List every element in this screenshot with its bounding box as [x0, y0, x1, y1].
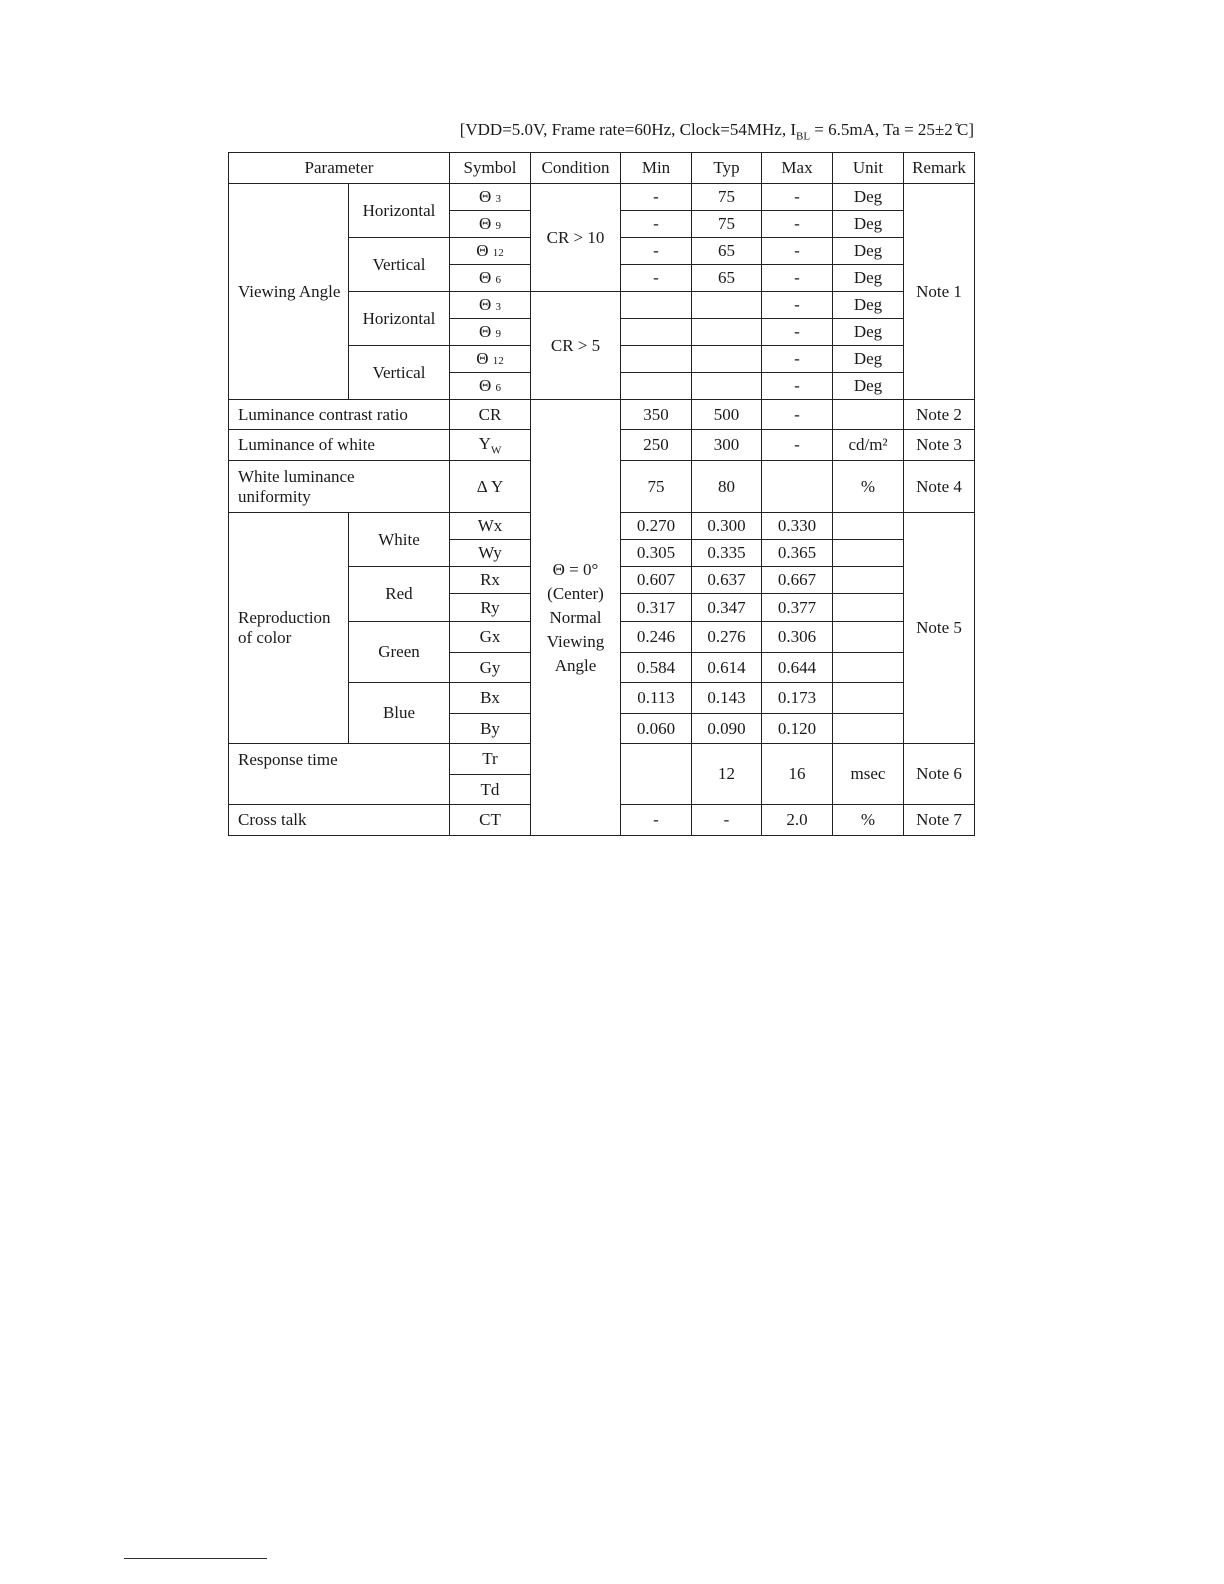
min-cell: 75 [621, 461, 692, 513]
conditions-suffix: = 6.5mA, Ta = 25±2 ̊C] [810, 120, 974, 139]
max-cell: 16 [762, 744, 833, 805]
max-cell: 0.173 [762, 683, 833, 714]
viewing-remark: Note 1 [904, 184, 975, 400]
symbol-cell: Θ 6 [450, 373, 531, 400]
unit-cell [833, 513, 904, 540]
header-typ: Typ [692, 153, 762, 184]
min-cell: 0.584 [621, 653, 692, 683]
typ-cell: 65 [692, 238, 762, 265]
min-cell [621, 744, 692, 805]
typ-cell: 300 [692, 430, 762, 461]
typ-cell: 0.335 [692, 540, 762, 567]
min-cell: - [621, 238, 692, 265]
remark-cell: Note 4 [904, 461, 975, 513]
symbol-cell: Θ 9 [450, 211, 531, 238]
table-row [229, 184, 975, 211]
min-cell: - [621, 805, 692, 836]
unit-cell [833, 622, 904, 653]
shared-condition: Θ = 0° (Center) Normal Viewing Angle [531, 400, 621, 836]
min-cell [621, 373, 692, 400]
max-cell: - [762, 346, 833, 373]
header-min: Min [621, 153, 692, 184]
symbol-cell: Θ 12 [450, 238, 531, 265]
min-cell: 0.305 [621, 540, 692, 567]
typ-cell [692, 319, 762, 346]
unit-cell [833, 653, 904, 683]
min-cell: 350 [621, 400, 692, 430]
table-row [229, 400, 975, 430]
min-cell [621, 292, 692, 319]
unit-cell: Deg [833, 346, 904, 373]
symbol-cell: Tr [450, 744, 531, 775]
symbol-cell: Θ 9 [450, 319, 531, 346]
max-cell: 0.365 [762, 540, 833, 567]
unit-cell [833, 400, 904, 430]
color-group-label: Blue [349, 683, 450, 744]
unit-cell [833, 714, 904, 744]
symbol-cell: CR [450, 400, 531, 430]
typ-cell: - [692, 805, 762, 836]
color-label: Reproduction of color [229, 513, 349, 744]
unit-cell [833, 683, 904, 714]
viewing-subgroup-label: Vertical [349, 346, 450, 400]
unit-cell: Deg [833, 184, 904, 211]
header-remark: Remark [904, 153, 975, 184]
symbol-cell: $Y_W$ [450, 430, 531, 461]
viewing-subgroup-label: Horizontal [349, 292, 450, 346]
unit-cell: Deg [833, 292, 904, 319]
symbol-cell: Td [450, 775, 531, 805]
unit-cell: Deg [833, 238, 904, 265]
typ-cell: 0.090 [692, 714, 762, 744]
viewing-condition: CR > 10 [531, 184, 621, 292]
min-cell: - [621, 184, 692, 211]
symbol-cell: Wx [450, 513, 531, 540]
uniformity-label: White luminance uniformity [229, 461, 450, 513]
header-max: Max [762, 153, 833, 184]
unit-cell: Deg [833, 373, 904, 400]
remark-cell: Note 2 [904, 400, 975, 430]
header-condition: Condition [531, 153, 621, 184]
max-cell: - [762, 238, 833, 265]
header-symbol: Symbol [450, 153, 531, 184]
max-cell: - [762, 373, 833, 400]
contrast-label: Luminance contrast ratio [229, 400, 450, 430]
min-cell: - [621, 211, 692, 238]
max-cell: 0.377 [762, 594, 833, 622]
max-cell: 2.0 [762, 805, 833, 836]
max-cell: - [762, 400, 833, 430]
min-cell: 0.246 [621, 622, 692, 653]
min-cell: 0.270 [621, 513, 692, 540]
typ-cell: 12 [692, 744, 762, 805]
typ-cell: 0.637 [692, 567, 762, 594]
symbol-cell: Gy [450, 653, 531, 683]
symbol-cell: Gx [450, 622, 531, 653]
min-cell: 0.317 [621, 594, 692, 622]
symbol-cell: Θ 12 [450, 346, 531, 373]
viewing-angle-label: Viewing Angle [229, 184, 349, 400]
unit-cell: Deg [833, 265, 904, 292]
symbol-cell: By [450, 714, 531, 744]
max-cell: - [762, 184, 833, 211]
unit-cell: cd/m² [833, 430, 904, 461]
remark-cell: Note 6 [904, 744, 975, 805]
unit-cell: % [833, 461, 904, 513]
unit-cell: msec [833, 744, 904, 805]
typ-cell: 0.614 [692, 653, 762, 683]
color-group-label: Red [349, 567, 450, 622]
symbol-cell: Bx [450, 683, 531, 714]
symbol-cell: Θ 3 [450, 292, 531, 319]
remark-cell: Note 3 [904, 430, 975, 461]
typ-cell: 75 [692, 184, 762, 211]
max-cell: 0.120 [762, 714, 833, 744]
typ-cell: 500 [692, 400, 762, 430]
unit-cell [833, 567, 904, 594]
max-cell: 0.306 [762, 622, 833, 653]
header-row [229, 153, 975, 184]
white-luminance-label: Luminance of white [229, 430, 450, 461]
max-cell [762, 461, 833, 513]
min-cell [621, 319, 692, 346]
min-cell: 0.060 [621, 714, 692, 744]
remark-cell: Note 7 [904, 805, 975, 836]
typ-cell: 80 [692, 461, 762, 513]
conditions-prefix: [VDD=5.0V, Frame rate=60Hz, Clock=54MHz, I [459, 120, 796, 139]
symbol-cell: Rx [450, 567, 531, 594]
color-remark: Note 5 [904, 513, 975, 744]
header-unit: Unit [833, 153, 904, 184]
typ-cell: 0.300 [692, 513, 762, 540]
unit-cell [833, 540, 904, 567]
max-cell: 0.644 [762, 653, 833, 683]
symbol-cell: Δ Y [450, 461, 531, 513]
header-parameter: Parameter [229, 153, 450, 184]
typ-cell [692, 373, 762, 400]
typ-cell: 65 [692, 265, 762, 292]
test-conditions [230, 120, 974, 142]
min-cell: - [621, 265, 692, 292]
symbol-cell: Wy [450, 540, 531, 567]
typ-cell: 75 [692, 211, 762, 238]
symbol-cell: Θ 3 [450, 184, 531, 211]
typ-cell [692, 346, 762, 373]
symbol-cell: Θ 6 [450, 265, 531, 292]
symbol-cell: CT [450, 805, 531, 836]
typ-cell: 0.276 [692, 622, 762, 653]
conditions-subscript: BL [795, 130, 811, 143]
min-cell: 0.607 [621, 567, 692, 594]
unit-cell: % [833, 805, 904, 836]
min-cell [621, 346, 692, 373]
unit-cell [833, 594, 904, 622]
max-cell: - [762, 211, 833, 238]
max-cell: - [762, 430, 833, 461]
color-group-label: Green [349, 622, 450, 683]
cross-talk-label: Cross talk [229, 805, 450, 836]
max-cell: - [762, 292, 833, 319]
footnote-separator [124, 1558, 267, 1559]
unit-cell: Deg [833, 319, 904, 346]
viewing-condition: CR > 5 [531, 292, 621, 400]
viewing-subgroup-label: Vertical [349, 238, 450, 292]
typ-cell: 0.347 [692, 594, 762, 622]
max-cell: - [762, 265, 833, 292]
color-group-label: White [349, 513, 450, 567]
max-cell: 0.667 [762, 567, 833, 594]
max-cell: - [762, 319, 833, 346]
min-cell: 250 [621, 430, 692, 461]
unit-cell: Deg [833, 211, 904, 238]
response-time-label: Response time [229, 744, 450, 805]
symbol-cell: Ry [450, 594, 531, 622]
viewing-subgroup-label: Horizontal [349, 184, 450, 238]
typ-cell [692, 292, 762, 319]
max-cell: 0.330 [762, 513, 833, 540]
min-cell: 0.113 [621, 683, 692, 714]
optical-spec-table [228, 152, 975, 836]
typ-cell: 0.143 [692, 683, 762, 714]
